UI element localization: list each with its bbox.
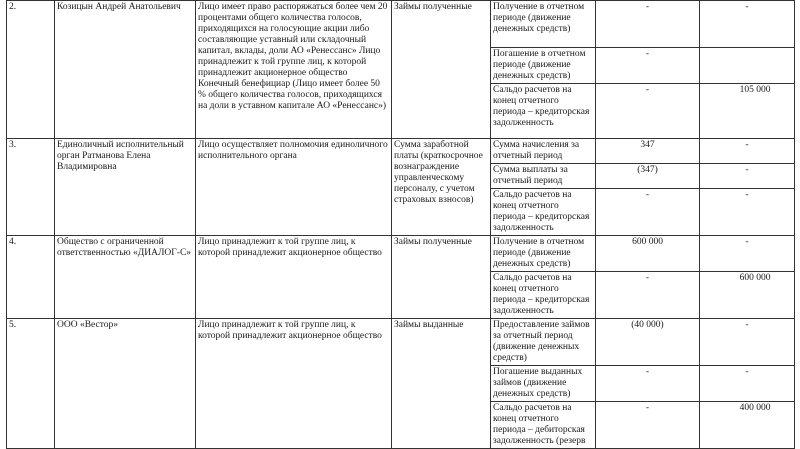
party-name: Общество с ограниченной ответственностью «ДИАЛОГ-С» bbox=[55, 236, 196, 319]
value-period: - bbox=[596, 272, 700, 319]
party-name: ООО «Вестор» bbox=[55, 319, 196, 449]
value-balance: - bbox=[700, 189, 795, 236]
item-label: Сумма начисления за отчетный период bbox=[491, 139, 596, 164]
item-label: Погашение выданных займов (движение денежных средств) bbox=[491, 366, 596, 402]
related-party-table-page bbox=[6, 0, 794, 449]
related-party-table bbox=[6, 0, 795, 449]
value-balance: - bbox=[700, 366, 795, 402]
relation-text: Лицо принадлежит к той группе лиц, к которой принадлежит акционерное общество bbox=[196, 319, 392, 449]
transaction-type: Займы полученные bbox=[392, 236, 491, 319]
item-label: Погашение в отчетном периоде (движение денежных средств) bbox=[491, 48, 596, 84]
row-number: 2. bbox=[7, 1, 55, 139]
table-row bbox=[7, 1, 795, 48]
item-label: Предоставление займов за отчетный период (движение денежных средств) bbox=[491, 319, 596, 366]
row-number: 3. bbox=[7, 139, 55, 236]
value-period: 600 000 bbox=[596, 236, 700, 272]
value-period: - bbox=[596, 48, 700, 84]
table-row bbox=[7, 236, 795, 272]
item-label: Сальдо расчетов на конец отчетного периода – дебиторская задолженность (резерв bbox=[491, 402, 596, 449]
value-balance: 400 000 bbox=[700, 402, 795, 449]
table-row bbox=[7, 319, 795, 366]
value-period: - bbox=[596, 1, 700, 48]
party-name: Козицын Андрей Анатольевич bbox=[55, 1, 196, 139]
item-label: Сумма выплаты за отчетный период bbox=[491, 164, 596, 189]
value-period: (347) bbox=[596, 164, 700, 189]
transaction-type: Сумма заработной платы (краткосрочное вознаграждение управленческому персоналу, с учетом страховых взносов) bbox=[392, 139, 491, 236]
value-period: 347 bbox=[596, 139, 700, 164]
value-period: (40 000) bbox=[596, 319, 700, 366]
table-row bbox=[7, 139, 795, 164]
value-balance: 600 000 bbox=[700, 272, 795, 319]
transaction-type: Займы выданные bbox=[392, 319, 491, 449]
party-name: Единоличный исполнительный орган Ратманова Елена Владимировна bbox=[55, 139, 196, 236]
item-label: Получение в отчетном периоде (движение денежных средств) bbox=[491, 236, 596, 272]
item-label: Получение в отчетном периоде (движение денежных средств) bbox=[491, 1, 596, 48]
value-period: - bbox=[596, 189, 700, 236]
value-period: - bbox=[596, 366, 700, 402]
row-number: 5. bbox=[7, 319, 55, 449]
relation-text: Лицо принадлежит к той группе лиц, к которой принадлежит акционерное общество bbox=[196, 236, 392, 319]
value-period: - bbox=[596, 84, 700, 139]
item-label: Сальдо расчетов на конец отчетного периода – кредиторская задолженность bbox=[491, 84, 596, 139]
value-balance bbox=[700, 48, 795, 84]
value-period: - bbox=[596, 402, 700, 449]
relation-text: Лицо осуществляет полномочия единоличного исполнительного органа bbox=[196, 139, 392, 236]
value-balance: - bbox=[700, 1, 795, 48]
value-balance: - bbox=[700, 139, 795, 164]
item-label: Сальдо расчетов на конец отчетного периода – кредиторская задолженность bbox=[491, 189, 596, 236]
item-label: Сальдо расчетов на конец отчетного периода – кредиторская задолженность bbox=[491, 272, 596, 319]
value-balance: 105 000 bbox=[700, 84, 795, 139]
value-balance: - bbox=[700, 164, 795, 189]
relation-text: Лицо имеет право распоряжаться более чем 20 процентами общего количества голосов, приходящихся на голосующие акции либо составляющие уставный или складочный капитал, вклады, доли АО «Ренессанс» Лицо принадлежит к той группе лиц, к которой принадлежит акционерное общество Конечный бенефициар (Лицо имеет более 50 % общего количества голосов, приходящихся на доли в уставном капитале АО «Ренессанс») bbox=[196, 1, 392, 139]
transaction-type: Займы полученные bbox=[392, 1, 491, 139]
row-number: 4. bbox=[7, 236, 55, 319]
value-balance: - bbox=[700, 236, 795, 272]
value-balance: - bbox=[700, 319, 795, 366]
